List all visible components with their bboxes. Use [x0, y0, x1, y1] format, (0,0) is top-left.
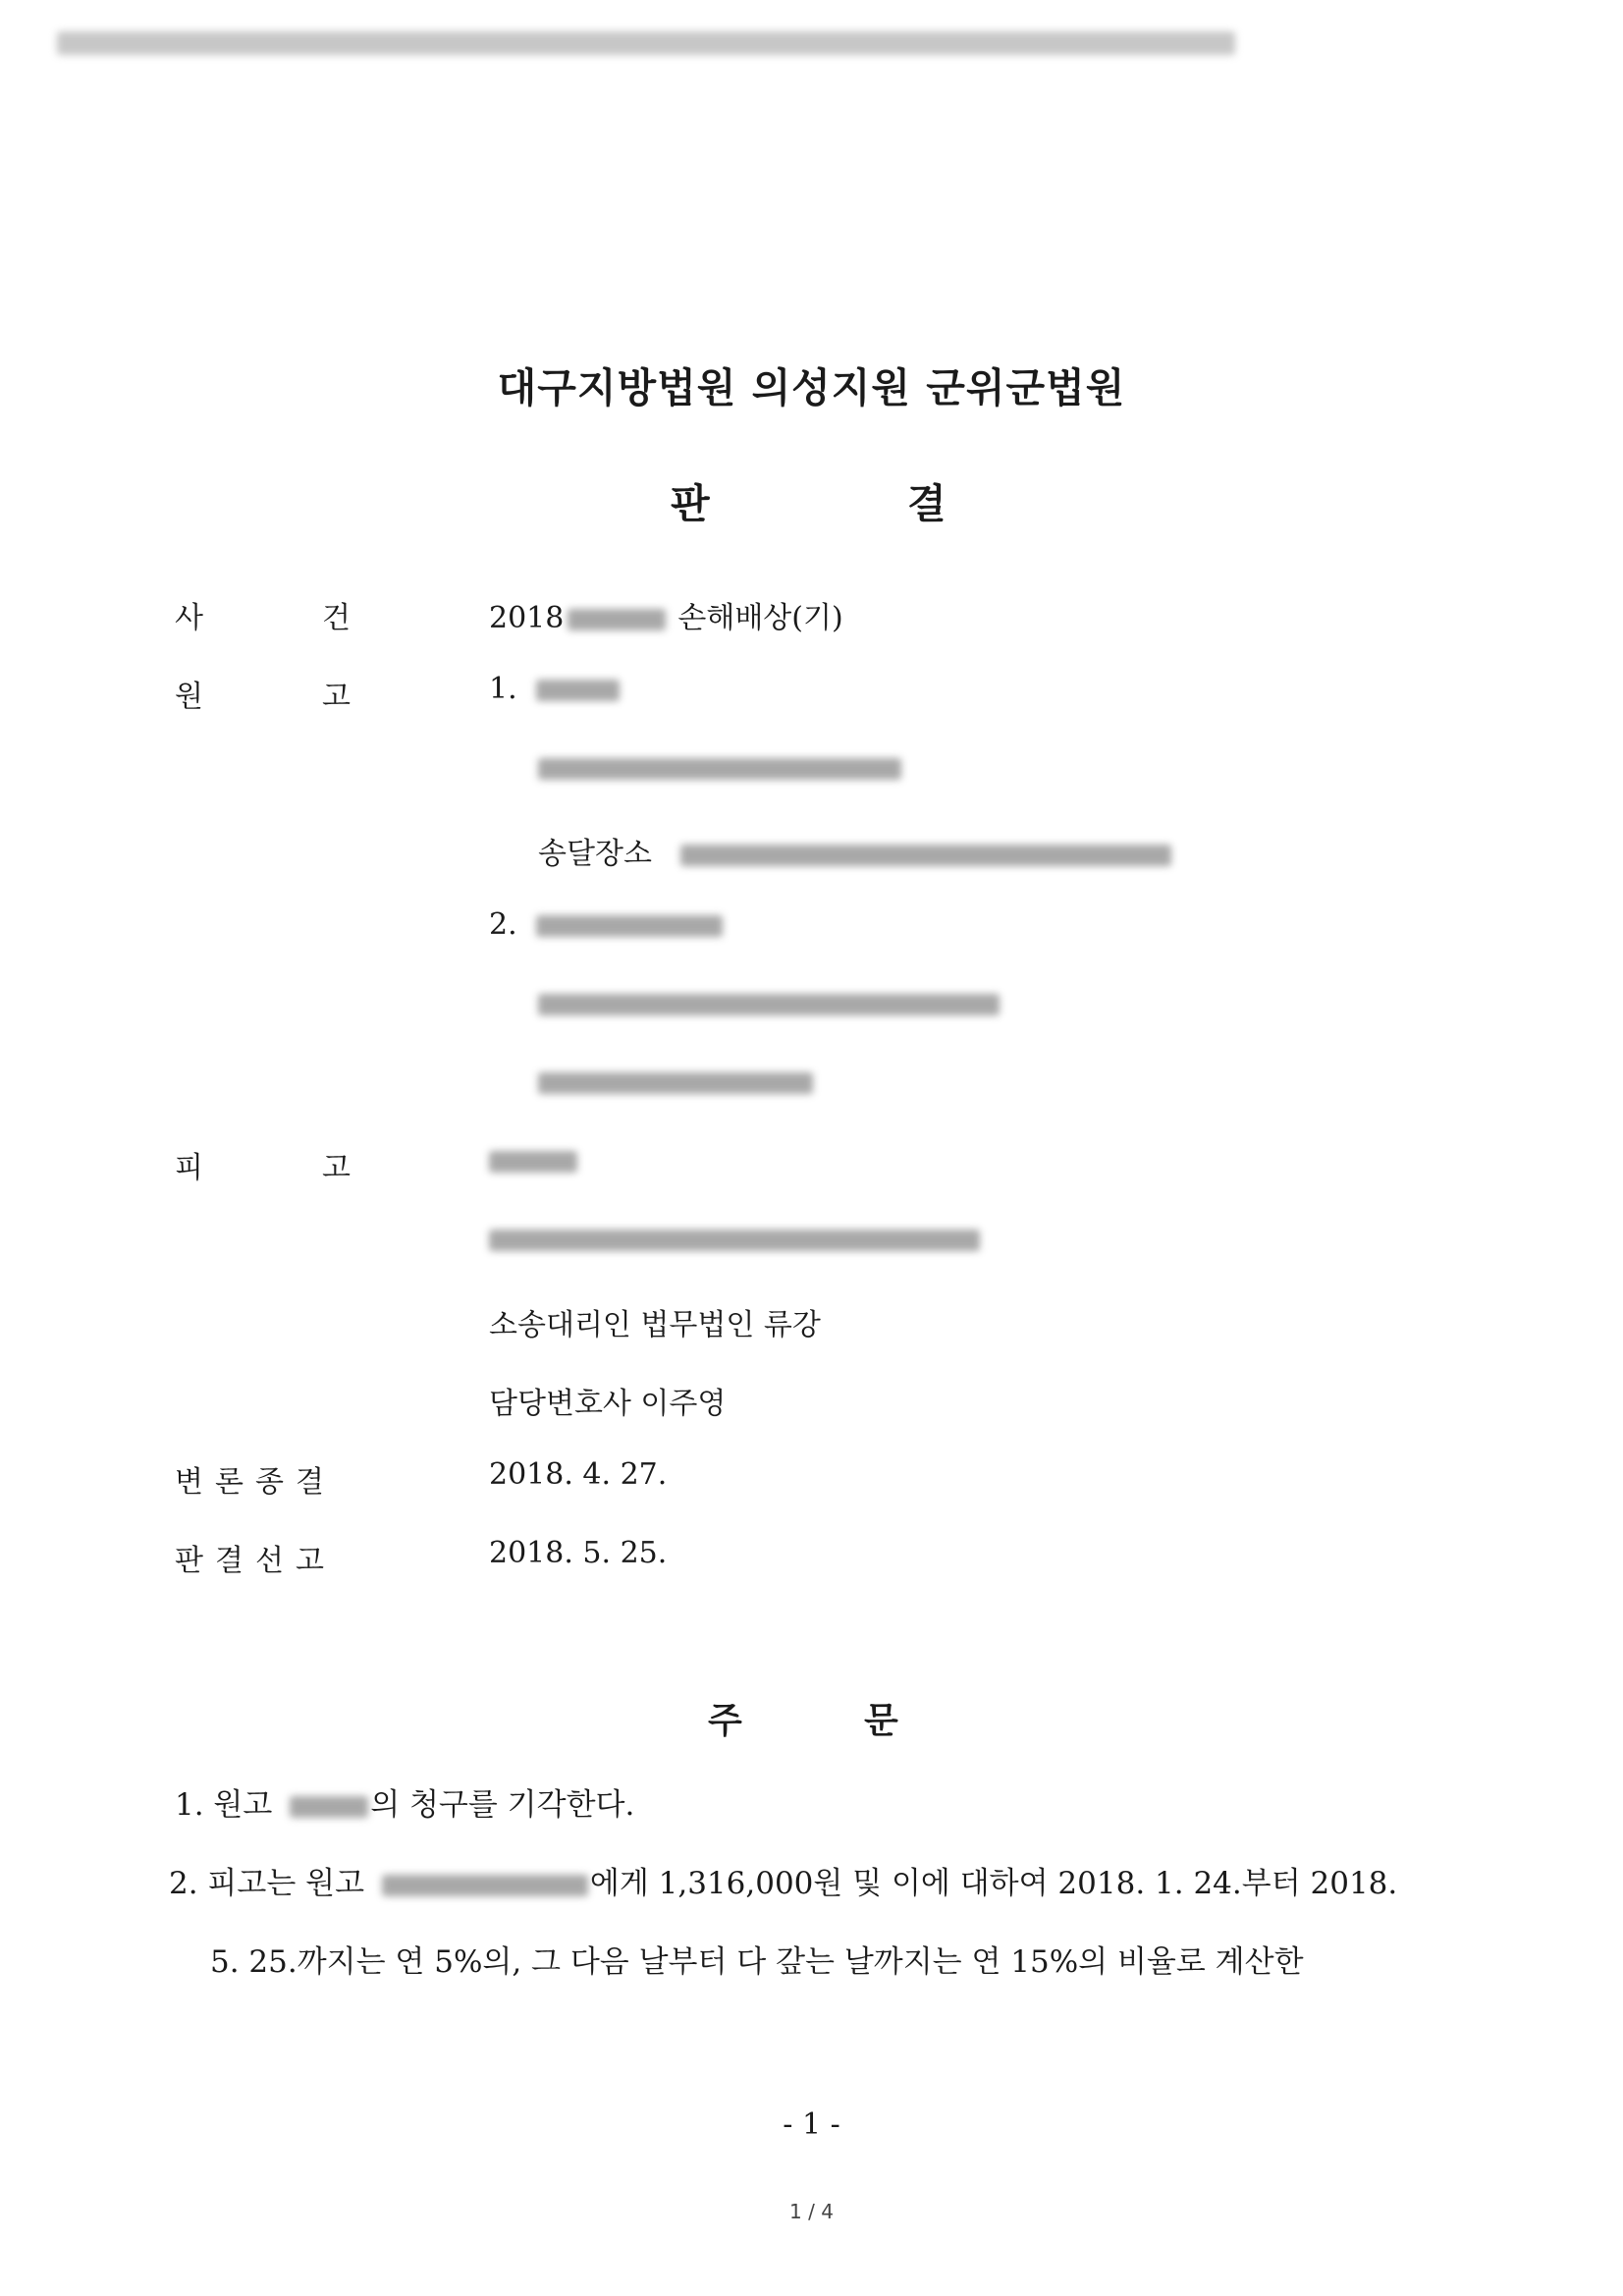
redacted-order-plaintiff-2: [382, 1875, 588, 1896]
order-item-1-prefix: 1. 원고: [175, 1787, 273, 1823]
redacted-defendant-address: [489, 1230, 980, 1251]
defendant-label-left: 피: [175, 1151, 203, 1185]
document-title-left: 판: [671, 480, 710, 527]
court-name: 대구지방법원 의성지원 군위군법원: [497, 364, 1126, 411]
case-name: 손해배상(기): [677, 601, 843, 635]
redacted-plaintiff-2-address: [538, 994, 1000, 1015]
redacted-defendant-name: [489, 1151, 577, 1173]
judgment-date: 2018. 5. 25.: [489, 1536, 668, 1570]
redacted-case-number: [568, 609, 666, 630]
case-label-right: 건: [322, 601, 351, 635]
plaintiff-1: [489, 672, 620, 706]
redacted-delivery-address: [680, 845, 1171, 866]
order-item-2-suffix: 에게 1,316,000원 및 이에 대하여 2018. 1. 24.부터 2018.: [589, 1866, 1398, 1901]
plaintiff-label-left: 원: [175, 680, 203, 714]
order-item-2: [169, 1858, 1397, 1902]
plaintiff-2-representative: [538, 1065, 813, 1099]
redacted-plaintiff-1-name: [536, 680, 620, 701]
plaintiff-2-number: 2.: [489, 907, 517, 942]
judgment-label: 판결선고: [175, 1544, 336, 1578]
order-title-left: 주: [708, 1701, 742, 1741]
defendant-name: [489, 1143, 577, 1177]
plaintiff-2: [489, 907, 723, 942]
plaintiff-1-delivery: [538, 829, 1171, 872]
defendant-attorney: 담당변호사 이주영: [489, 1387, 727, 1421]
page-count: 1 / 4: [789, 2200, 834, 2223]
closing-date: 2018. 4. 27.: [489, 1457, 668, 1492]
defendant-counsel: 소송대리인 법무법인 류강: [489, 1308, 821, 1342]
case-value: [489, 593, 843, 636]
plaintiff-2-address: [538, 986, 1000, 1020]
redacted-plaintiff-2-name: [536, 915, 723, 937]
plaintiff-1-number: 1.: [489, 672, 517, 706]
order-item-2-prefix: 2. 피고는 원고: [169, 1866, 365, 1901]
redacted-plaintiff-2-representative: [538, 1072, 813, 1094]
page-number: - 1 -: [783, 2107, 840, 2142]
defendant-label-right: 고: [322, 1151, 351, 1185]
delivery-label: 송달장소: [538, 837, 652, 871]
closing-label: 변론종결: [175, 1465, 336, 1500]
plaintiff-1-address: [538, 750, 901, 785]
order-item-1-suffix: 의 청구를 기각한다.: [370, 1787, 635, 1823]
redacted-header: [57, 31, 1235, 55]
redacted-order-plaintiff-1: [290, 1796, 368, 1818]
order-item-1: [175, 1779, 634, 1824]
case-number-prefix: 2018: [489, 601, 565, 635]
defendant-address: [489, 1222, 980, 1256]
case-label-left: 사: [175, 601, 203, 635]
document-title-right: 결: [907, 480, 947, 527]
order-title-right: 문: [864, 1701, 898, 1741]
plaintiff-label-right: 고: [322, 680, 351, 714]
redacted-plaintiff-1-address: [538, 758, 901, 780]
order-item-2-continued: 5. 25.까지는 연 5%의, 그 다음 날부터 다 갚는 날까지는 연 15%의 비율로 계산한: [210, 1944, 1304, 1980]
